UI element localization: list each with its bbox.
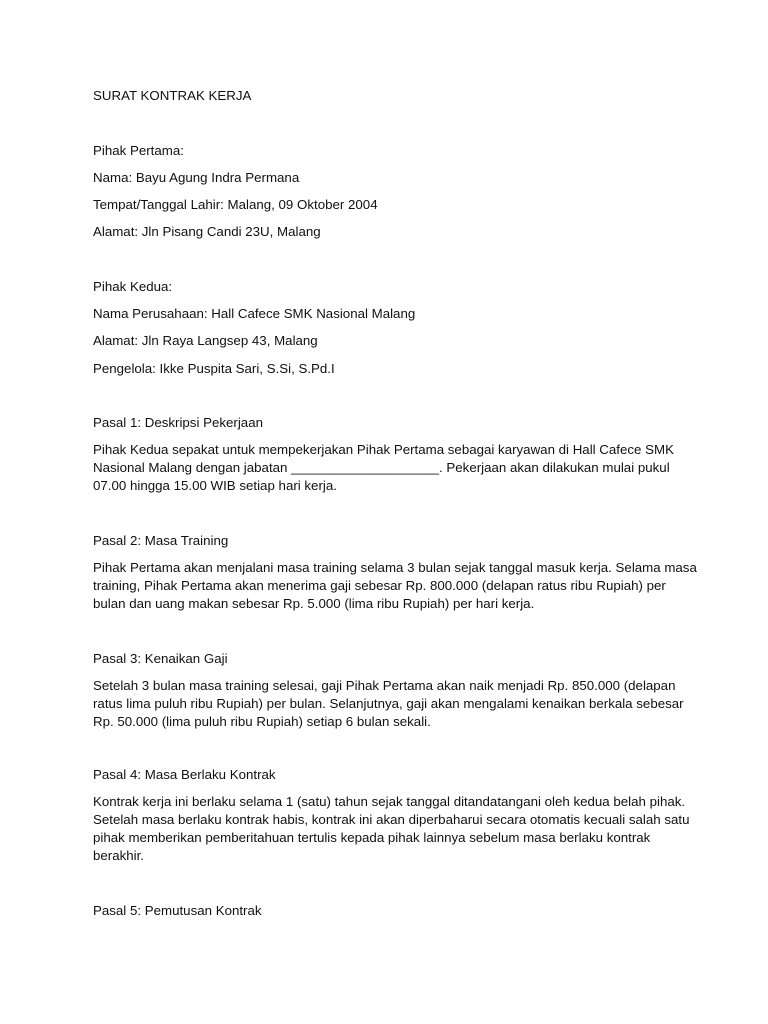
pihak-pertama-heading: Pihak Pertama:: [93, 143, 184, 158]
pasal4-line: pihak memberikan pemberitahuan tertulis kepada pihak lainnya sebelum masa berlaku kontrak: [93, 830, 651, 845]
pasal4-line: berakhir.: [93, 848, 144, 863]
pasal1-paragraph: [93, 441, 683, 495]
pasal3-line: ratus lima puluh ribu Rupiah) per bulan. Selanjutnya, gaji akan mengalami kenaikan berkala sebesar: [93, 696, 684, 711]
pasal4-heading: Pasal 4: Masa Berlaku Kontrak: [93, 767, 276, 782]
pasal3-line: Setelah 3 bulan masa training selesai, gaji Pihak Pertama akan naik menjadi Rp. 850.000 (delapan: [93, 678, 676, 693]
pasal3-paragraph: [93, 677, 683, 731]
pasal5-heading: Pasal 5: Pemutusan Kontrak: [93, 903, 262, 918]
pasal1-line: 07.00 hingga 15.00 WIB setiap hari kerja.: [93, 478, 337, 493]
pasal2-line: training, Pihak Pertama akan menerima gaji sebesar Rp. 800.000 (delapan ratus ribu Rupiah) per: [93, 578, 666, 593]
document-title: SURAT KONTRAK KERJA: [93, 88, 252, 103]
pihak-kedua-heading: Pihak Kedua:: [93, 279, 173, 294]
pasal4-paragraph: [93, 793, 690, 865]
pasal3-line: Rp. 50.000 (lima puluh ribu Rupiah) setiap 6 bulan sekali.: [93, 714, 431, 729]
pihak-kedua-alamat: Alamat: Jln Raya Langsep 43, Malang: [93, 333, 318, 348]
pasal1-line: Pihak Kedua sepakat untuk mempekerjakan Pihak Pertama sebagai karyawan di Hall Cafece SMK: [93, 442, 674, 457]
pasal1-line: Nasional Malang dengan jabatan ____________________. Pekerjaan akan dilakukan mulai pukul: [93, 460, 670, 475]
pihak-kedua-pengelola: Pengelola: Ikke Puspita Sari, S.Si, S.Pd.I: [93, 361, 335, 376]
pasal2-paragraph: [93, 559, 697, 613]
pasal2-line: bulan dan uang makan sebesar Rp. 5.000 (lima ribu Rupiah) per hari kerja.: [93, 596, 535, 611]
pasal4-line: Kontrak kerja ini berlaku selama 1 (satu) tahun sejak tanggal ditandatangani oleh kedua belah pihak.: [93, 794, 686, 809]
pihak-kedua-perusahaan: Nama Perusahaan: Hall Cafece SMK Nasional Malang: [93, 306, 416, 321]
pasal3-heading: Pasal 3: Kenaikan Gaji: [93, 651, 228, 666]
pasal2-line: Pihak Pertama akan menjalani masa training selama 3 bulan sejak tanggal masuk kerja. Selama masa: [93, 560, 697, 575]
pihak-pertama-nama: Nama: Bayu Agung Indra Permana: [93, 170, 300, 185]
pasal2-heading: Pasal 2: Masa Training: [93, 533, 229, 548]
pasal4-line: Setelah masa berlaku kontrak habis, kontrak ini akan diperbaharui secara otomatis kecuali salah satu: [93, 812, 690, 827]
pihak-pertama-alamat: Alamat: Jln Pisang Candi 23U, Malang: [93, 224, 321, 239]
pihak-pertama-ttl: Tempat/Tanggal Lahir: Malang, 09 Oktober 2004: [93, 197, 378, 212]
pasal1-heading: Pasal 1: Deskripsi Pekerjaan: [93, 415, 263, 430]
